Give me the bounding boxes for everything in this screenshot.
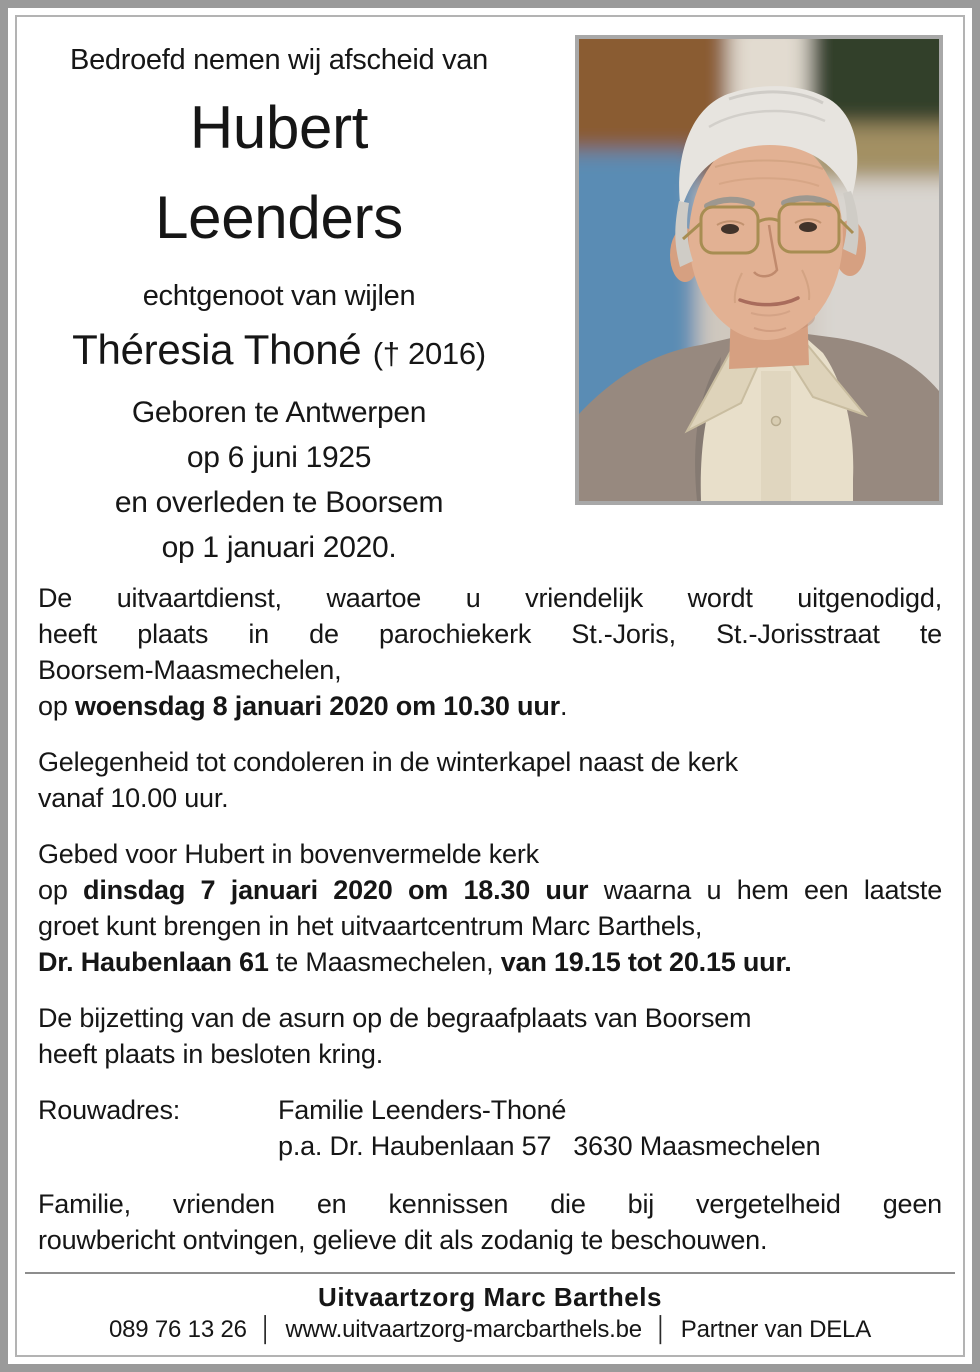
text-line: heeft plaats in de parochiekerk St.-Joris, St.-Jorisstraat te bbox=[38, 619, 942, 649]
text-line: heeft plaats in besloten kring. bbox=[38, 1039, 384, 1069]
footer-partner: Partner van DELA bbox=[680, 1316, 871, 1343]
spouse-name: Théresia Thoné bbox=[72, 326, 362, 373]
born-place-line: Geboren te Antwerpen bbox=[131, 396, 427, 429]
text-line: rouwbericht ontvingen, gelieve dit als zodanig te beschouwen. bbox=[38, 1225, 768, 1255]
portrait-illustration bbox=[579, 39, 939, 501]
text-line: Gebed voor Hubert in bovenvermelde kerk bbox=[38, 839, 539, 869]
text-line bbox=[38, 872, 942, 908]
died-date-line: op 1 januari 2020. bbox=[161, 531, 397, 564]
paragraph-interment bbox=[38, 1000, 942, 1072]
died-place-line: en overleden te Boorsem bbox=[114, 486, 444, 519]
text-line: Gelegenheid tot condoleren in de winterkapel naast de kerk bbox=[38, 747, 738, 777]
deceased-last-name: Leenders bbox=[155, 184, 403, 251]
text-line bbox=[38, 944, 942, 980]
text-line: groet kunt brengen in het uitvaartcentrum Marc Barthels, bbox=[38, 911, 703, 941]
life-dates bbox=[38, 390, 520, 570]
mourning-address-street: p.a. Dr. Haubenlaan 57 3630 Maasmechelen bbox=[278, 1131, 821, 1161]
footer-separator: │ bbox=[258, 1316, 274, 1343]
deceased-first-name: Hubert bbox=[189, 94, 369, 161]
mourning-address-family: Familie Leenders-Thoné bbox=[278, 1095, 567, 1125]
paragraph-funeral-service bbox=[38, 580, 942, 724]
visiting-hours: van 19.15 tot 20.15 uur. bbox=[500, 947, 792, 977]
text-segment: te Maasmechelen, bbox=[268, 947, 501, 977]
born-date-line: op 6 juni 1925 bbox=[186, 441, 372, 474]
funeral-datetime: woensdag 8 januari 2020 om 10.30 uur bbox=[74, 691, 560, 721]
footer-phone: 089 76 13 26 bbox=[109, 1316, 247, 1343]
footer-website: www.uitvaartzorg-marcbarthels.be bbox=[285, 1316, 642, 1343]
announcement-header bbox=[38, 40, 520, 570]
text-line: De bijzetting van de asurn op de begraafplaats van Boorsem bbox=[38, 1003, 752, 1033]
text-line: Boorsem-Maasmechelen, bbox=[38, 655, 342, 685]
relation-line: echtgenoot van wijlen bbox=[142, 280, 416, 312]
funeral-home-name: Uitvaartzorg Marc Barthels bbox=[318, 1282, 662, 1312]
prayer-datetime: dinsdag 7 januari 2020 om 18.30 uur bbox=[83, 875, 589, 905]
footer-separator: │ bbox=[653, 1316, 669, 1343]
spouse-death-note: († 2016) bbox=[372, 336, 486, 371]
text-line: Familie, vrienden en kennissen die bij vergetelheid geen bbox=[38, 1189, 942, 1219]
announcement-body bbox=[38, 580, 942, 1258]
intro-line: Bedroefd nemen wij afscheid van bbox=[70, 44, 488, 76]
paragraph-prayer-service bbox=[38, 836, 942, 980]
text-line: vanaf 10.00 uur. bbox=[38, 783, 229, 813]
text-segment: waarna u hem een laatste bbox=[588, 875, 943, 905]
footer-contact-line bbox=[25, 1314, 955, 1346]
text-segment: op bbox=[38, 875, 84, 905]
spouse-line bbox=[38, 322, 520, 382]
mourning-address-block bbox=[38, 1092, 942, 1164]
paragraph-apology-notice bbox=[38, 1186, 942, 1258]
text-line bbox=[38, 688, 942, 724]
portrait-photo bbox=[575, 35, 943, 505]
paragraph-condolences bbox=[38, 744, 942, 816]
mourning-address-label: Rouwadres: bbox=[38, 1095, 181, 1125]
footer bbox=[25, 1272, 955, 1346]
funeral-home-address: Dr. Haubenlaan 61 bbox=[38, 947, 269, 977]
mourning-address-lines bbox=[278, 1092, 942, 1164]
text-segment: op bbox=[38, 691, 75, 721]
text-line: De uitvaartdienst, waartoe u vriendelijk wordt uitgenodigd, bbox=[38, 583, 942, 613]
text-segment: . bbox=[559, 691, 568, 721]
